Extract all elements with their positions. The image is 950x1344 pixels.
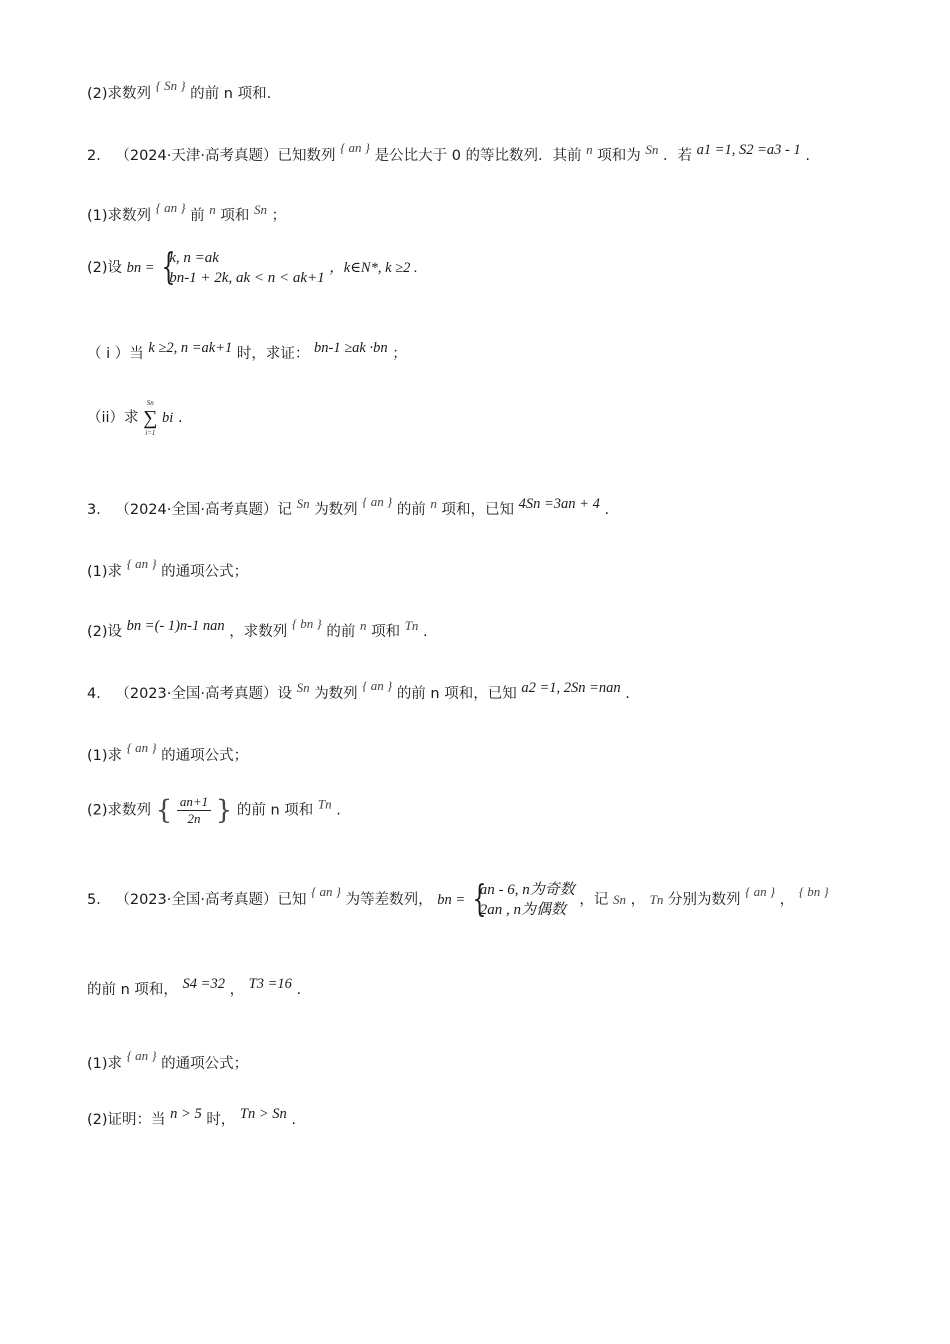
problem-number: 3． [87, 502, 111, 518]
text: 的通项公式； [161, 1056, 249, 1072]
text: ，求数列 [229, 624, 288, 640]
case-1: { k, n =ak [169, 250, 219, 266]
text: (2)求数列 [87, 86, 152, 102]
math-seq-an: { an } [155, 200, 186, 215]
text: 为等差数列， [345, 892, 433, 908]
fraction [177, 794, 211, 827]
sigma-icon: ∑ [143, 407, 158, 429]
text: 的前 [326, 624, 356, 640]
summation [143, 398, 157, 438]
text: (2)设 [87, 260, 123, 276]
text: 前 [190, 208, 205, 224]
text: 时， [206, 1112, 236, 1128]
problem-5-part-1 [87, 1048, 248, 1073]
text: 是公比大于 0 的等比数列．其前 [374, 148, 582, 164]
math-seq-bn: { bn } [798, 884, 829, 899]
case-2: bn-1 + 2k, ak < n < ak+1 [169, 270, 325, 286]
math-seq-an: { an } [745, 884, 776, 899]
sum-upper: Sn [146, 399, 154, 407]
math-s4: S4 =32 [182, 976, 225, 992]
text: 项和 [371, 624, 401, 640]
text: (1)求 [87, 564, 123, 580]
math-bn-lhs: bn = [126, 260, 155, 276]
math-condition: a1 =1, S2 =a3 - 1 [696, 142, 801, 158]
math-seq-an: { an } [340, 140, 370, 155]
math-definition: bn =(- 1)n-1 nan [126, 618, 225, 634]
source-tag: （2024·天津·高考真题）已知数列 [115, 148, 336, 164]
text: ，记 [579, 892, 609, 908]
problem-number: 4． [87, 686, 111, 702]
text: (1)求 [87, 1056, 123, 1072]
math-n: n [586, 142, 593, 157]
text: 为数列 [314, 502, 358, 518]
math-sn: Sn [645, 142, 659, 157]
text: (2)设 [87, 624, 123, 640]
math-claim: Tn > Sn [239, 1106, 287, 1122]
math-seq-an: { an } [311, 884, 341, 899]
source-tag: （2024·全国·高考真题）记 [115, 502, 292, 518]
text: 的前 n 项和， [87, 982, 178, 998]
text: 的通项公式； [161, 748, 249, 764]
text: 的前 n 项和. [190, 86, 272, 102]
case-2: 2an , n为偶数 [479, 902, 566, 918]
problem-number: 2． [87, 148, 111, 164]
text: （ i ）当 [87, 346, 144, 362]
case-1: { an - 6, n为奇数 [479, 882, 575, 898]
problem-4-part-1 [87, 740, 248, 765]
fraction-denominator: 2n [187, 811, 201, 826]
problem-2-stem [87, 140, 810, 165]
math-seq-an: { an } [362, 494, 393, 509]
math-seq-an: { an } [362, 678, 393, 693]
text: . [336, 802, 341, 819]
math-n: n [209, 202, 216, 217]
math-seq-an: { an } [126, 1048, 157, 1063]
text: 的前 n 项和，已知 [396, 686, 517, 702]
math-condition: ，k∈N*, k ≥2 . [329, 260, 418, 276]
text: (1)求数列 [87, 208, 152, 224]
text: 的前 n 项和 [236, 802, 314, 819]
math-seq-sn: { Sn } [155, 78, 186, 93]
problem-2-part-2-ii [87, 398, 183, 438]
problem-5-continuation [87, 976, 301, 999]
text: ， [779, 892, 795, 908]
problem-3-part-2 [87, 616, 428, 641]
problem-4-stem [87, 678, 630, 703]
text: . [177, 410, 183, 426]
text: （ii）求 [87, 410, 139, 426]
text: . [625, 686, 630, 702]
piecewise-definition [470, 880, 575, 920]
text: . [604, 502, 610, 518]
text: 为数列 [314, 686, 358, 702]
piecewise-definition [159, 248, 324, 288]
math-seq-an: { an } [126, 740, 157, 755]
text: ．若 [662, 148, 692, 164]
text: ， [630, 892, 646, 908]
problem-4-part-2 [87, 794, 341, 827]
problem-5-part-2 [87, 1106, 296, 1129]
right-brace: } [215, 795, 233, 826]
math-tn: Tn [404, 618, 419, 633]
text: ， [229, 982, 245, 998]
math-sn: Sn [296, 496, 310, 511]
text: . [296, 982, 302, 998]
math-condition: k ≥2, n =ak+1 [148, 340, 233, 356]
text: 分别为数列 [668, 892, 741, 908]
math-claim: bn-1 ≥ak ·bn [313, 340, 388, 356]
text: (2)求数列 [87, 802, 152, 819]
text: (1)求 [87, 748, 123, 764]
text: 的通项公式； [161, 564, 249, 580]
math-t3: T3 =16 [248, 976, 292, 992]
text: ； [271, 208, 287, 224]
math-sn: Sn [254, 202, 267, 217]
text: 项和，已知 [441, 502, 515, 518]
problem-5-stem [87, 880, 829, 920]
sum-lower: i=1 [145, 429, 156, 437]
fraction-numerator: an+1 [177, 794, 211, 811]
math-seq-an: { an } [126, 556, 157, 571]
problem-number: 5． [87, 892, 111, 908]
text: 项和 [220, 208, 250, 224]
text: . [805, 148, 810, 164]
problem-2-part-1 [87, 200, 286, 225]
math-condition: a2 =1, 2Sn =nan [521, 680, 621, 696]
problem-2-part-2-i [87, 340, 407, 363]
text: 的前 [396, 502, 426, 518]
math-bn-lhs: bn = [437, 892, 466, 908]
left-brace: { [155, 795, 173, 826]
math-tn: Tn [317, 796, 332, 812]
math-sn: Sn [296, 680, 310, 695]
text: ； [392, 346, 407, 362]
source-tag: （2023·全国·高考真题）已知 [115, 892, 307, 908]
problem-2-part-2 [87, 248, 418, 288]
math-n: n [430, 496, 437, 511]
math-condition: n > 5 [170, 1106, 202, 1122]
problem-3-part-1 [87, 556, 248, 581]
math-seq-bn: { bn } [291, 616, 322, 631]
sum-body: bi [162, 410, 174, 426]
source-tag: （2023·全国·高考真题）设 [115, 686, 292, 702]
problem-3-stem [87, 494, 609, 519]
math-n: n [359, 618, 367, 633]
text: 项和为 [597, 148, 641, 164]
math-tn: Tn [649, 892, 664, 907]
problem-1-part-2 [87, 78, 271, 103]
text: . [423, 624, 428, 640]
text: . [291, 1112, 296, 1128]
text: (2)证明：当 [87, 1112, 166, 1128]
math-condition: 4Sn =3an + 4 [518, 496, 600, 512]
math-sn: Sn [612, 892, 626, 907]
text: 时，求证： [236, 346, 310, 362]
